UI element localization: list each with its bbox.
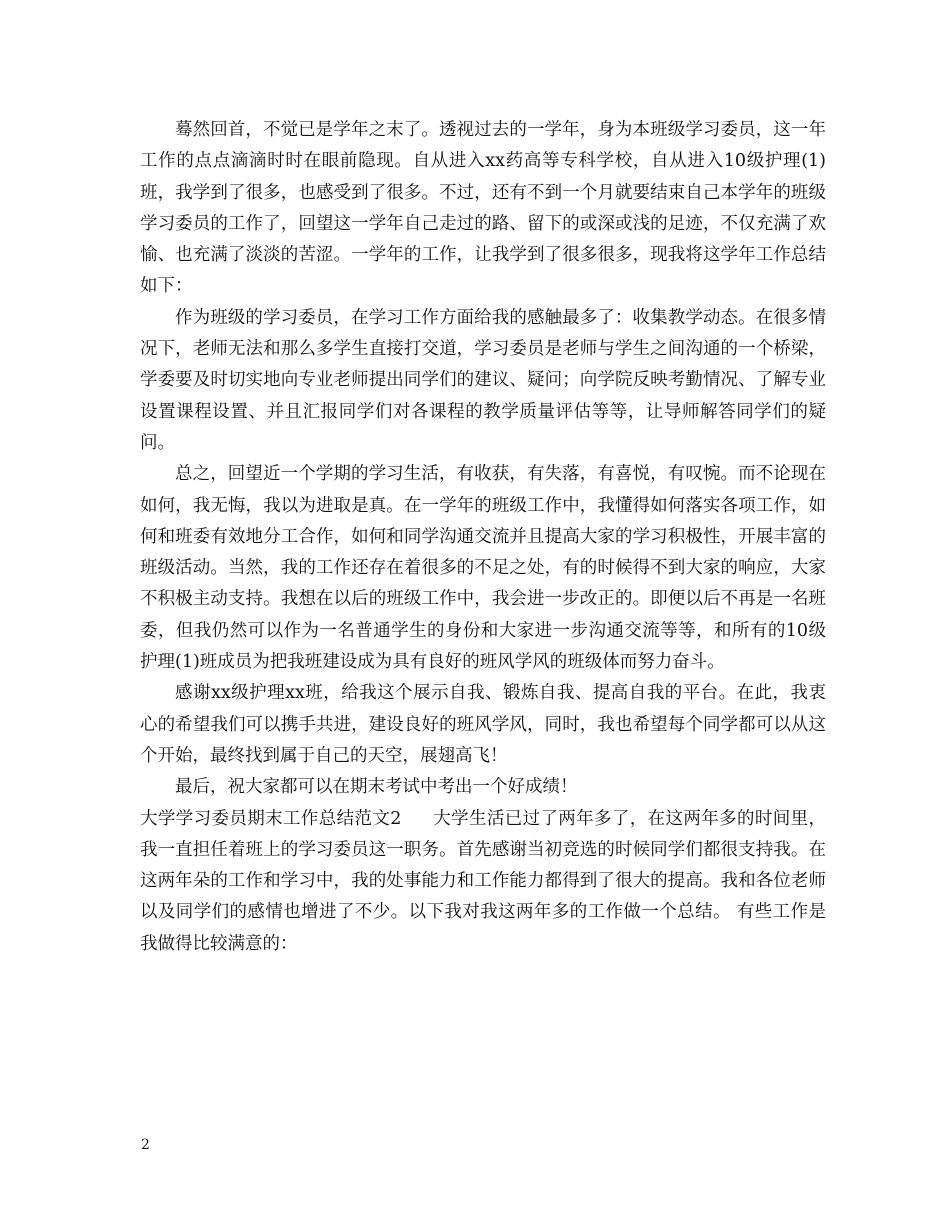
paragraph-3: 总之，回望近一个学期的学习生活，有收获，有失落，有喜悦，有叹惋。而不论现在如何，我无悔，我以为进取是真。在一学年的班级工作中，我懂得如何落实各项工作，如何和班委有效地分工合作，如何和同学沟通交流并且提高大家的学习积极性，开展丰富的班级活动。当然，我的工作还存在着很多的不足之处，有的时候得不到大家的响应，大家不积极主动支持。我想在以后的班级工作中，我会进一步改正的。即便以后不再是一名班委，但我仍然可以作为一名普通学生的身份和大家进一步沟通交流等等，和所有的10级护理(1)班成员为把我班建设成为具有良好的班风学风的班级体而努力奋斗。: [140, 464, 826, 673]
section-2-paragraph: [140, 804, 826, 960]
paragraph-2: 作为班级的学习委员，在学习工作方面给我的感触最多了：收集教学动态。在很多情况下，老师无法和那么多学生直接打交道，学习委员是老师与学生之间沟通的一个桥梁，学委要及时切实地向专业老师提出同学们的建议、疑问；向学院反映考勤情况、了解专业设置课程设置、并且汇报同学们对各课程的教学质量评估等等，让导师解答同学们的疑问。: [140, 307, 826, 453]
document-body: [140, 115, 826, 960]
section-2-heading: 大学学习委员期末工作总结范文2: [140, 808, 402, 829]
paragraph-5: 最后，祝大家都可以在期末考试中考出一个好成绩！: [175, 777, 578, 798]
page-number: 2: [141, 1137, 150, 1153]
section-2-text: 大学生活已过了两年多了，在这两年多的时间里，我一直担任着班上的学习委员这一职务。首先感谢当初竞选的时候同学们都很支持我。在这两年朵的工作和学习中，我的处事能力和工作能力都得到了很大的提高。我和各位老师以及同学们的感情也增进了不少。以下我对我这两年多的工作做一个总结。 有些工作是我做得比较满意的：: [140, 808, 827, 954]
paragraph-4: 感谢xx级护理xx班，给我这个展示自我、锻炼自我、提高自我的平台。在此，我衷心的希望我们可以携手共进，建设良好的班风学风，同时，我也希望每个同学都可以从这个开始，最终找到属于自己的天空，展翅高飞！: [140, 683, 826, 766]
paragraph-1: 蓦然回首，不觉已是学年之末了。透视过去的一学年，身为本班级学习委员，这一年工作的点点滴滴时时在眼前隐现。自从进入xx药高等专科学校，自从进入10级护理(1)班，我学到了很多，也感受到了很多。不过，还有不到一个月就要结束自己本学年的班级学习委员的工作了，回望这一学年自己走过的路、留下的或深或浅的足迹，不仅充满了欢愉、也充满了淡淡的苦涩。一学年的工作，让我学到了很多很多，现我将这学年工作总结如下：: [140, 120, 826, 297]
